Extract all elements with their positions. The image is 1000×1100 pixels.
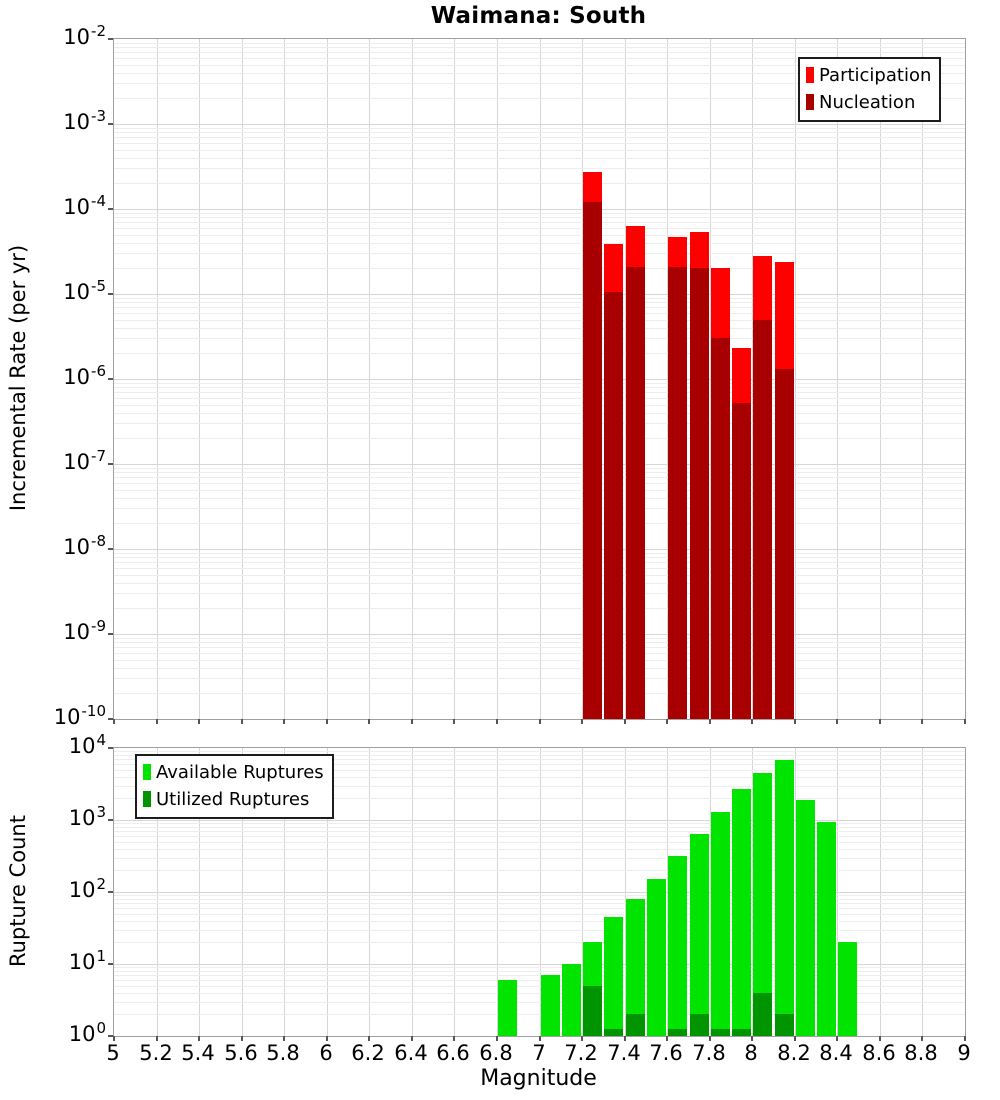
y-tick-label: $10^{-6}$	[63, 362, 106, 389]
x-tick-mark	[666, 719, 668, 724]
y-minor-gridline	[114, 575, 965, 576]
y-minor-gridline	[114, 52, 965, 53]
y-tick-label: $10^{-10}$	[53, 702, 106, 729]
x-tick-mark	[368, 719, 370, 724]
available-bar	[562, 964, 581, 1036]
y-minor-gridline	[114, 168, 965, 169]
y-minor-gridline	[114, 583, 965, 584]
y-tick-label: $10^{-5}$	[63, 277, 106, 304]
available-bar	[711, 812, 730, 1036]
available-bar	[668, 856, 687, 1036]
utilized-bar	[604, 1029, 623, 1036]
y-minor-gridline	[114, 842, 965, 843]
y-minor-gridline	[114, 468, 965, 469]
nucleation-bar	[711, 338, 730, 719]
x-tick-mark	[326, 719, 328, 724]
y-gridline	[114, 549, 965, 550]
x-tick-label: 7.8	[692, 1041, 726, 1065]
y-minor-gridline	[114, 647, 965, 648]
y-tick-mark	[108, 747, 113, 749]
top-y-axis-label: Incremental Rate (per yr)	[6, 244, 30, 512]
incremental-rate-plot	[113, 38, 966, 720]
y-minor-gridline	[114, 608, 965, 609]
legend-label-available: Available Ruptures	[156, 762, 324, 783]
y-tick-label: $10^3$	[68, 803, 106, 830]
y-minor-gridline	[114, 562, 965, 563]
x-tick-label: 8.2	[777, 1041, 811, 1065]
x-tick-mark	[624, 719, 626, 724]
x-tick-mark	[751, 719, 753, 724]
y-gridline	[114, 124, 965, 125]
y-minor-gridline	[114, 523, 965, 524]
y-minor-gridline	[114, 302, 965, 303]
y-minor-gridline	[114, 383, 965, 384]
y-minor-gridline	[114, 921, 965, 922]
y-minor-gridline	[114, 268, 965, 269]
y-minor-gridline	[114, 243, 965, 244]
y-minor-gridline	[114, 899, 965, 900]
x-tick-label: 6.2	[351, 1041, 385, 1065]
chart-title: Waimana: South	[430, 3, 647, 29]
y-minor-gridline	[114, 508, 965, 509]
utilized-bar	[711, 1029, 730, 1036]
y-gridline	[114, 464, 965, 465]
y-minor-gridline	[114, 320, 965, 321]
x-tick-label: 7.4	[607, 1041, 641, 1065]
available-swatch-icon	[143, 764, 151, 780]
nucleation-bar	[604, 292, 623, 719]
legend-item-participation	[806, 62, 931, 89]
y-gridline	[114, 892, 965, 893]
utilized-bar	[583, 986, 602, 1036]
x-tick-label: 9	[957, 1041, 971, 1065]
legend-item-nucleation	[806, 89, 931, 116]
y-minor-gridline	[114, 660, 965, 661]
x-tick-label: 8	[744, 1041, 758, 1065]
y-minor-gridline	[114, 568, 965, 569]
y-minor-gridline	[114, 483, 965, 484]
x-tick-label: 5.6	[224, 1041, 258, 1065]
utilized-bar	[626, 1014, 645, 1036]
y-minor-gridline	[114, 638, 965, 639]
x-tick-label: 6.8	[479, 1041, 513, 1065]
y-minor-gridline	[114, 477, 965, 478]
y-tick-label: $10^{-9}$	[63, 617, 106, 644]
y-gridline	[114, 209, 965, 210]
y-minor-gridline	[114, 328, 965, 329]
y-minor-gridline	[114, 930, 965, 931]
x-tick-label: 7	[532, 1041, 546, 1065]
y-minor-gridline	[114, 438, 965, 439]
nucleation-bar	[690, 268, 709, 719]
nucleation-bar	[583, 202, 602, 719]
y-minor-gridline	[114, 751, 965, 752]
available-bar	[690, 834, 709, 1036]
y-minor-gridline	[114, 217, 965, 218]
x-tick-mark	[794, 719, 796, 724]
x-tick-mark	[453, 719, 455, 724]
y-tick-mark	[108, 123, 113, 125]
y-minor-gridline	[114, 693, 965, 694]
y-minor-gridline	[114, 298, 965, 299]
y-minor-gridline	[114, 253, 965, 254]
x-tick-mark	[581, 719, 583, 724]
available-bar	[796, 800, 815, 1036]
rate-legend	[798, 57, 941, 122]
x-tick-label: 6.6	[436, 1041, 470, 1065]
y-tick-label: $10^2$	[68, 875, 106, 902]
available-bar	[541, 975, 560, 1036]
x-tick-mark	[836, 719, 838, 724]
y-gridline	[114, 294, 965, 295]
nucleation-bar	[775, 369, 794, 719]
x-tick-label: 8.4	[819, 1041, 853, 1065]
y-tick-mark	[108, 463, 113, 465]
y-minor-gridline	[114, 128, 965, 129]
y-minor-gridline	[114, 398, 965, 399]
y-minor-gridline	[114, 827, 965, 828]
y-minor-gridline	[114, 338, 965, 339]
available-bar	[604, 917, 623, 1036]
y-minor-gridline	[114, 593, 965, 594]
x-tick-mark	[879, 719, 881, 724]
legend-label-utilized: Utilized Ruptures	[156, 789, 310, 810]
y-minor-gridline	[114, 831, 965, 832]
y-tick-mark	[108, 208, 113, 210]
nucleation-bar	[753, 320, 772, 719]
y-tick-mark	[108, 633, 113, 635]
y-gridline	[114, 379, 965, 380]
x-tick-label: 8.8	[904, 1041, 938, 1065]
y-minor-gridline	[114, 914, 965, 915]
x-tick-mark	[113, 719, 115, 724]
y-minor-gridline	[114, 490, 965, 491]
y-minor-gridline	[114, 498, 965, 499]
y-tick-label: $10^{-8}$	[63, 532, 106, 559]
y-minor-gridline	[114, 313, 965, 314]
x-tick-mark	[496, 719, 498, 724]
y-minor-gridline	[114, 132, 965, 133]
x-tick-label: 6.4	[394, 1041, 428, 1065]
x-tick-mark	[198, 719, 200, 724]
utilized-bar	[690, 1014, 709, 1036]
participation-swatch-icon	[806, 67, 814, 83]
x-tick-label: 5.8	[266, 1041, 300, 1065]
y-minor-gridline	[114, 353, 965, 354]
nucleation-swatch-icon	[806, 94, 814, 110]
x-tick-mark	[539, 719, 541, 724]
y-minor-gridline	[114, 222, 965, 223]
y-minor-gridline	[114, 472, 965, 473]
y-minor-gridline	[114, 387, 965, 388]
y-minor-gridline	[114, 183, 965, 184]
available-bar	[732, 789, 751, 1036]
y-minor-gridline	[114, 150, 965, 151]
legend-label-participation: Participation	[819, 65, 932, 86]
y-minor-gridline	[114, 895, 965, 896]
available-bar	[498, 980, 517, 1036]
y-minor-gridline	[114, 903, 965, 904]
x-tick-label: 5.2	[139, 1041, 173, 1065]
utilized-bar	[775, 1014, 794, 1036]
x-tick-label: 5.4	[181, 1041, 215, 1065]
y-minor-gridline	[114, 553, 965, 554]
y-minor-gridline	[114, 235, 965, 236]
y-tick-mark	[108, 819, 113, 821]
y-tick-label: $10^{-7}$	[63, 447, 106, 474]
y-minor-gridline	[114, 47, 965, 48]
x-tick-label: 5	[106, 1041, 120, 1065]
y-tick-label: $10^{-3}$	[63, 107, 106, 134]
y-tick-mark	[108, 38, 113, 40]
rupture-legend	[135, 754, 334, 819]
legend-item-available	[143, 759, 324, 786]
utilized-bar	[753, 993, 772, 1036]
x-tick-mark	[964, 719, 966, 724]
utilized-bar	[668, 1029, 687, 1036]
nucleation-bar	[626, 267, 645, 719]
y-minor-gridline	[114, 43, 965, 44]
available-bar	[647, 879, 666, 1036]
y-minor-gridline	[114, 836, 965, 837]
legend-item-utilized	[143, 786, 324, 813]
x-tick-label: 6	[319, 1041, 333, 1065]
y-gridline	[114, 820, 965, 821]
x-tick-mark	[709, 719, 711, 724]
y-minor-gridline	[114, 908, 965, 909]
y-tick-mark	[108, 891, 113, 893]
y-tick-mark	[108, 378, 113, 380]
available-bar	[817, 822, 836, 1036]
legend-label-nucleation: Nucleation	[819, 92, 916, 113]
y-minor-gridline	[114, 678, 965, 679]
x-tick-mark	[156, 719, 158, 724]
y-minor-gridline	[114, 405, 965, 406]
y-tick-label: $10^{-4}$	[63, 192, 106, 219]
y-tick-label: $10^0$	[68, 1019, 106, 1046]
y-tick-mark	[108, 963, 113, 965]
y-gridline	[114, 634, 965, 635]
y-minor-gridline	[114, 413, 965, 414]
y-tick-label: $10^1$	[68, 947, 106, 974]
y-tick-label: $10^4$	[68, 731, 106, 758]
y-minor-gridline	[114, 849, 965, 850]
y-minor-gridline	[114, 228, 965, 229]
x-tick-label: 7.6	[649, 1041, 683, 1065]
y-minor-gridline	[114, 307, 965, 308]
y-minor-gridline	[114, 557, 965, 558]
y-minor-gridline	[114, 213, 965, 214]
y-minor-gridline	[114, 137, 965, 138]
y-minor-gridline	[114, 668, 965, 669]
utilized-bar	[732, 1029, 751, 1036]
x-tick-mark	[411, 719, 413, 724]
y-minor-gridline	[114, 158, 965, 159]
y-tick-mark	[108, 548, 113, 550]
nucleation-bar	[732, 403, 751, 719]
y-minor-gridline	[114, 423, 965, 424]
x-tick-label: 8.6	[862, 1041, 896, 1065]
y-minor-gridline	[114, 870, 965, 871]
x-tick-mark	[283, 719, 285, 724]
utilized-swatch-icon	[143, 791, 151, 807]
y-tick-label: $10^{-2}$	[63, 22, 106, 49]
y-minor-gridline	[114, 823, 965, 824]
available-bar	[838, 942, 857, 1036]
y-minor-gridline	[114, 392, 965, 393]
y-minor-gridline	[114, 653, 965, 654]
y-tick-mark	[108, 293, 113, 295]
x-tick-mark	[921, 719, 923, 724]
y-minor-gridline	[114, 858, 965, 859]
bottom-y-axis-label: Rupture Count	[6, 815, 30, 967]
y-minor-gridline	[114, 642, 965, 643]
y-minor-gridline	[114, 143, 965, 144]
x-tick-label: 7.2	[564, 1041, 598, 1065]
x-tick-mark	[241, 719, 243, 724]
x-axis-label: Magnitude	[480, 1066, 597, 1091]
available-bar	[775, 760, 794, 1036]
nucleation-bar	[668, 267, 687, 719]
